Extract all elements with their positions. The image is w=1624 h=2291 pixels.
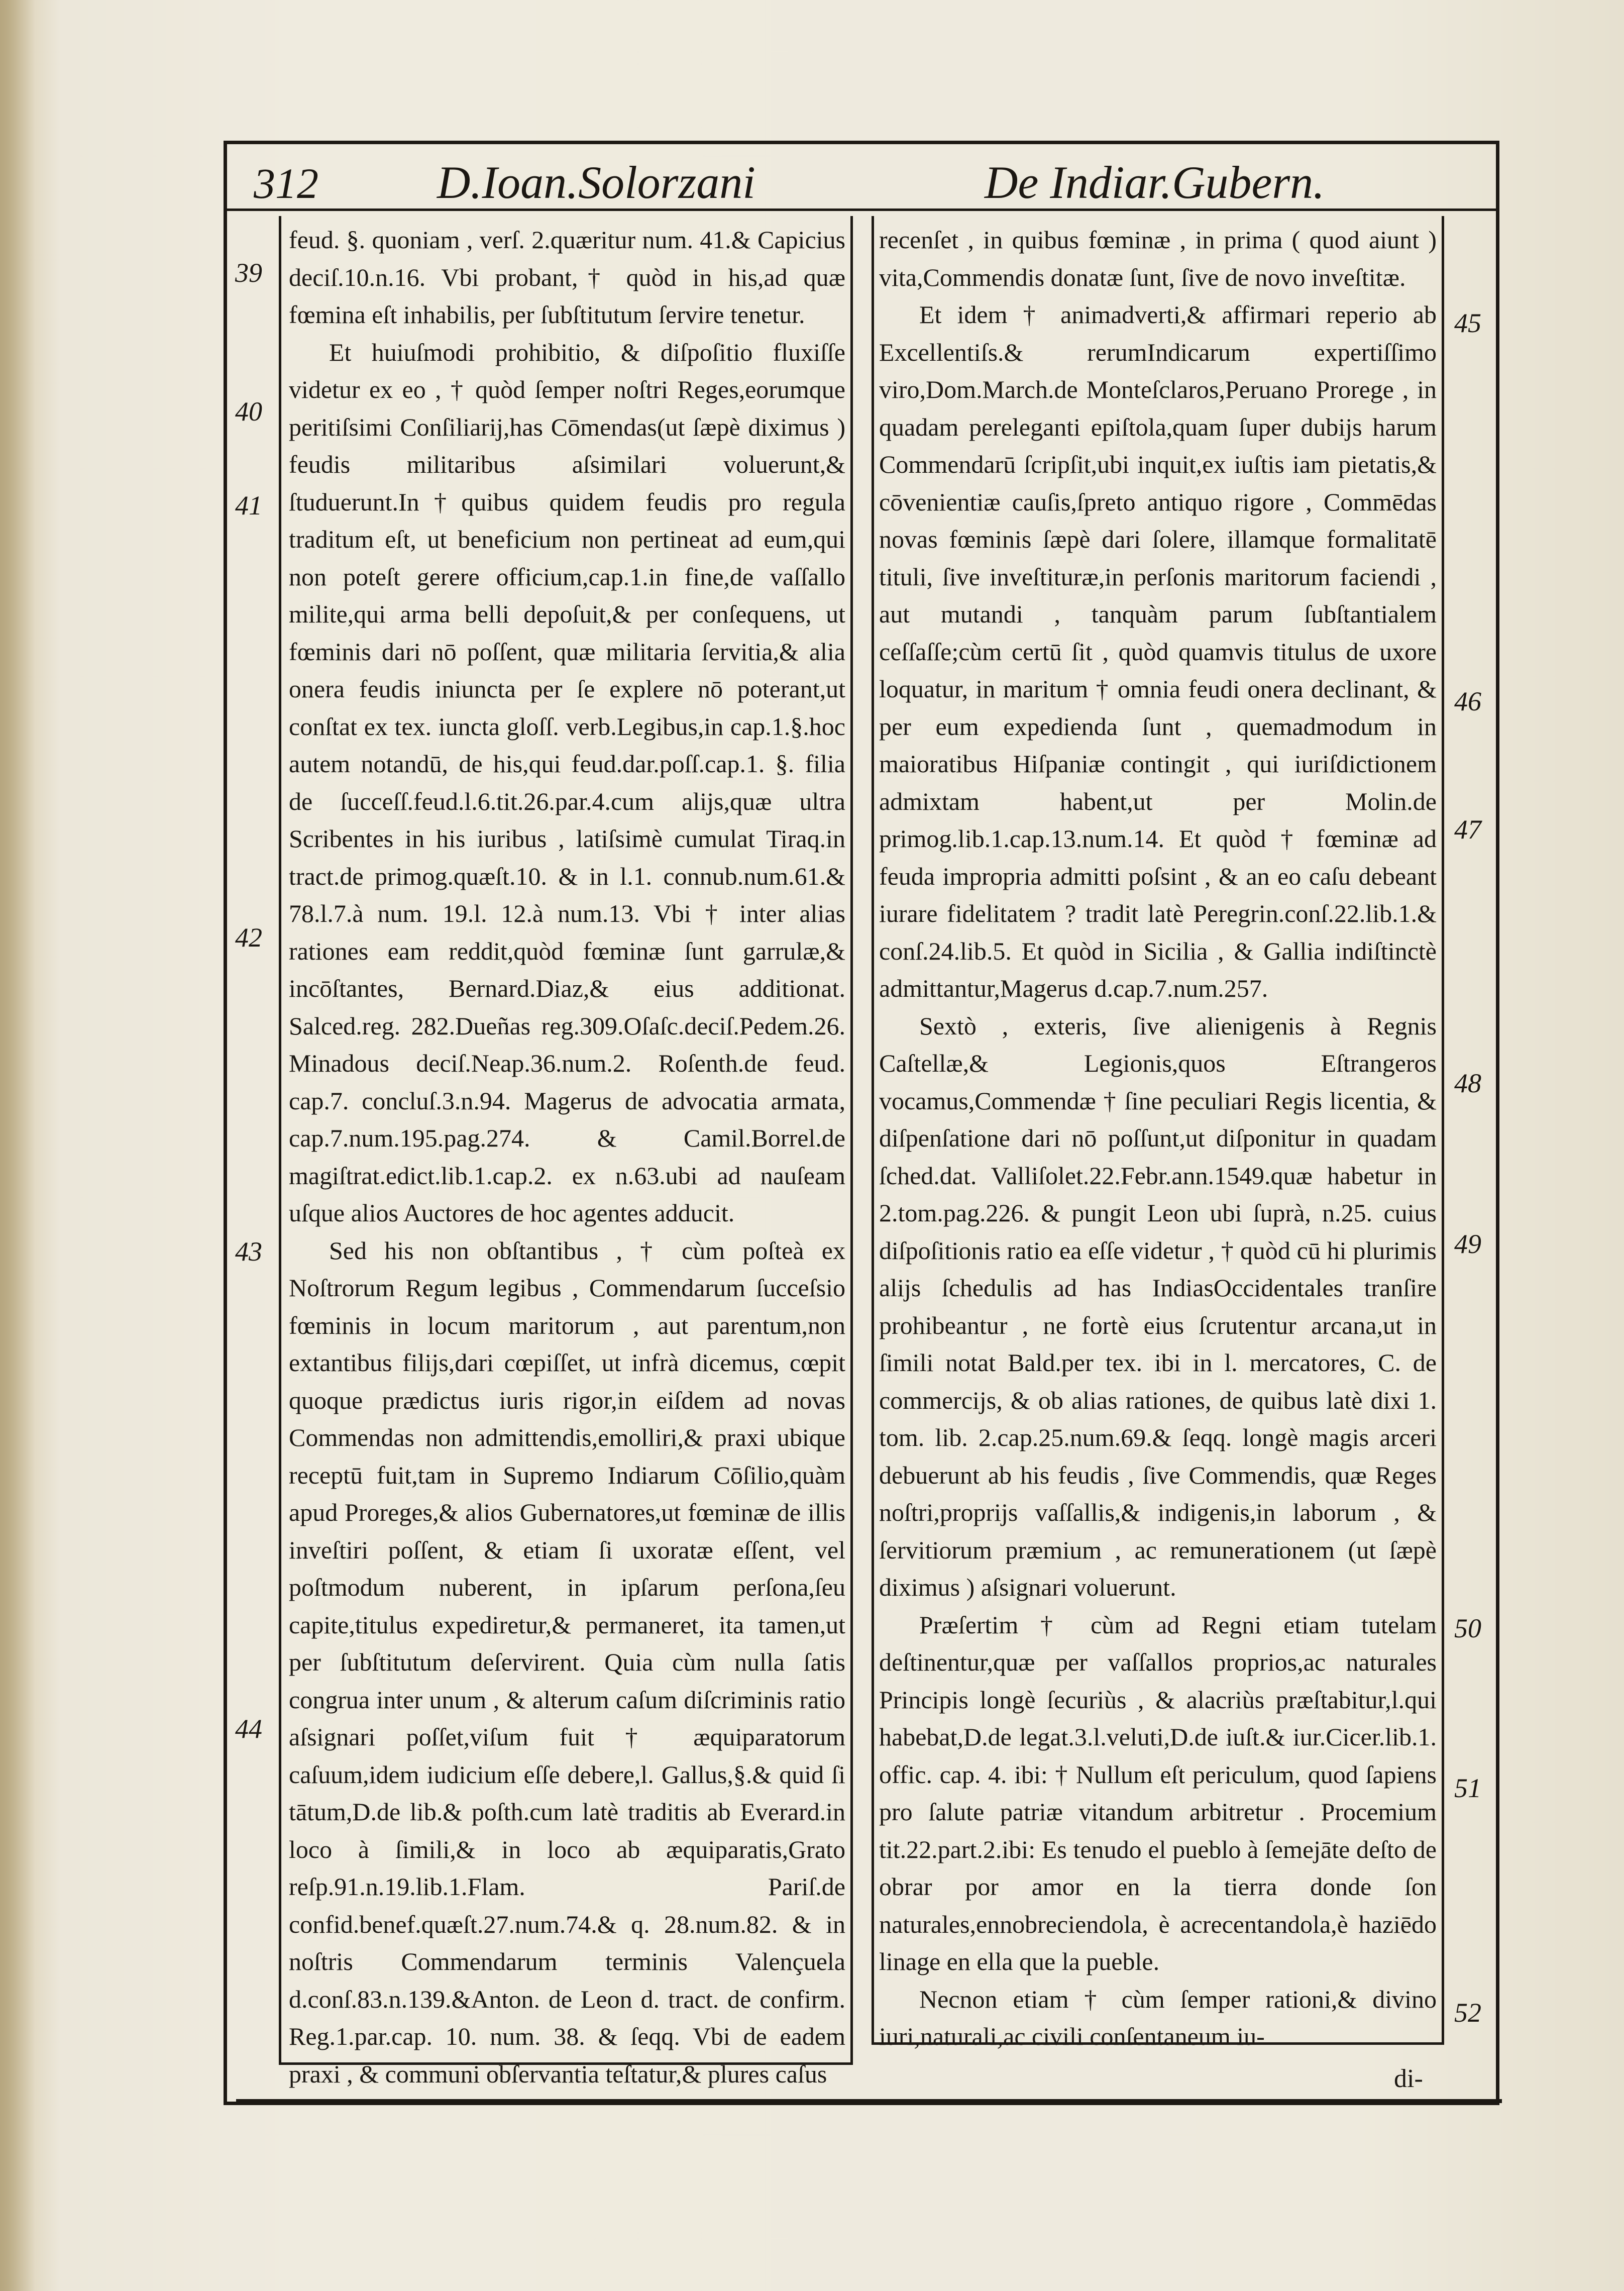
paragraph: Et idem † animadverti,& affirmari reperio ab Excellentiſs.& rerumIndicarum expertiſſimo viro,Dom.March.de Monteſclaros,Peruano Prorege , in quadam pereleganti epiſtola,quam ſuper dubijs harum Commendarū ſcripſit,ubi inquit,ex iuſtis iam pietatis,& cōvenientiæ cauſis,ſpreto antiquo rigore , Commēdas novas fœminis ſæpè dari ſolere, illamque formalitatē tituli, ſive inveſtituræ,in perſonis maritorum faciendi , aut mutandi , tanquàm parum ſubſtantialem ceſſaſſe;cùm certū ſit , quòd quamvis titulus de uxore loquatur, in maritum † omnia feudi onera declinant, & per eum expedienda ſunt , quemadmodum in maioratibus Hiſpaniæ contingit , qui iuriſdictionem admixtam habent,ut per Molin.de primog.lib.1.cap.13.num.14. Et quòd † fœminæ ad feuda impropria admitti poſsint , & an eo caſu debeant iurare fidelitatem ? tradit latè Peregrin.conſ.22.lib.1.& conſ.24.lib.5. Et quòd in Sicilia , & Gallia indiſtinctè admittantur,Magerus d.cap.7.num.257. — [879, 300, 1437, 1002]
side-number: 40 — [235, 396, 262, 427]
paragraph: feud. §. quoniam , verſ. 2.quæritur num. 41.& Capicius deciſ.10.n.16. Vbi probant,† quòd in his,ad quæ fœmina eſt inhabilis, per ſubſtitutum ſervire tenetur. — [289, 226, 845, 329]
side-number: 46 — [1454, 686, 1481, 716]
side-number: 50 — [1454, 1613, 1481, 1643]
side-number: 41 — [235, 490, 262, 520]
side-number: 51 — [1454, 1773, 1481, 1803]
side-number: 45 — [1454, 308, 1481, 338]
side-number: 43 — [235, 1236, 262, 1267]
side-number: 52 — [1454, 1998, 1481, 2028]
paragraph: Necnon etiam † cùm ſemper rationi,& divino iuri,naturali,ac civili conſentaneum iu- — [879, 1985, 1437, 2050]
paragraph: Et huiuſmodi prohibitio, & diſpoſitio fluxiſſe videtur ex eo , † quòd ſemper noſtri Reges,eorumque peritiſsimi Conſiliarij,has Cōmendas(ut ſæpè diximus ) feudis militaribus aſsimilari voluerunt,& ſtuduerunt.In†quibus quidem feudis pro regula traditum eſt, ut beneficium non pertineat ad eum,qui non poteſt gerere officium,cap.1.in fine,de vaſſallo milite,qui arma belli depoſuit,& per conſequens, ut fœminis dari nō poſſent, quæ militaria ſervitia,& alia onera feudis iniuncta per ſe explere nō poterant,ut conſtat ex tex. iuncta gloſſ. verb.Legibus,in cap.1.§.hoc autem notandū, de his,qui feud.dar.poſſ.cap.1. §. filia de ſucceſſ.feud.l.6.tit.26.par.4.cum alijs,quæ ultra Scribentes in his iuribus , latiſsimè cumulat Tiraq.in tract.de primog.quæſt.10. & in l.1. connub.num.61.& 78.l.7.à num. 19.l. 12.à num.13. Vbi † inter alias rationes eam reddit,quòd fœminæ ſunt garrulæ,& incōſtantes, Bernard.Diaz,& eius additionat. Salced.reg. 282.Dueñas reg.309.Oſaſc.deciſ.Pedem.26. Minadous deciſ.Neap.36.num.2. Roſenth.de feud. cap.7. concluſ.3.n.94. Magerus de advocatia armata, cap.7.num.195.pag.274. & Camil.Borrel.de magiſtrat.edict.lib.1.cap.2. ex n.63.ubi ad nauſeam uſque alios Auctores de hoc agentes adducit. — [289, 338, 845, 1227]
catchword: di- — [1394, 2064, 1423, 2093]
paragraph: recenſet , in quibus fœminæ , in prima ( quod aiunt ) vita,Commendis donatæ ſunt, ſive de novo inveſtitæ. — [879, 226, 1437, 291]
paragraph: Sed his non obſtantibus , † cùm poſteà ex Noſtrorum Regum legibus , Commendarum ſucceſsio fœminis in locum maritorum , aut parentum,non extantibus filijs,dari cœpiſſet, ut infrà dicemus, cœpit quoque prædictus iuris rigor,in eiſdem ad novas Commendas non admittendis,emolliri,& praxi ubique receptū fuit,tam in Supremo Indiarum Cōſilio,quàm apud Proreges,& alios Gubernatores,ut fœminæ de illis inveſtiri poſſent, & etiam ſi uxoratæ eſſent, vel poſtmodum nuberent, in ipſarum perſona,ſeu capite,titulus expediretur,& permaneret, ita tamen,ut per ſubſtitutum deſervirent. Quia cùm nulla ſatis congrua inter unum , & alterum caſum diſcriminis ratio aſsignari poſſet,viſum fuit † æquiparatorum caſuum,idem iudicium eſſe debere,l. Gallus,§.& quid ſi tātum,D.de lib.& poſth.cum latè traditis ab Everard.in loco à ſimili,& in loco ab æquiparatis,Grato reſp.91.n.19.lib.1.Flam. Pariſ.de confid.benef.quæſt.27.num.74.& q. 28.num.82. & in noſtris Commendarum terminis Valençuela d.conſ.83.n.139.&Anton. de Leon d. tract. de confirm. Reg.1.par.cap. 10. num. 38. & ſeqq. Vbi de eadem praxi , & communi obſervantia teſtatur,& plures caſus — [289, 1236, 845, 2088]
running-head-title: De Indiar.Gubern. — [985, 157, 1325, 208]
paragraph: Sextò , exteris, ſive alienigenis à Regnis Caſtellæ,& Legionis,quos Eſtrangeros vocamus,Commendæ † ſine peculiari Regis licentia, & diſpenſatione dari nō poſſunt,ut diſponitur in quadam ſched.dat. Valliſolet.22.Febr.ann.1549.quæ habetur in 2.tom.pag.226. & pungit Leon ubi ſuprà, n.25. cuius diſpoſitionis ratio ea eſſe videtur , † quòd cū hi plurimis alijs ſchedulis ad has IndiasOccidentales tranſire prohibeantur , ne fortè eius ſcrutentur arcana,ut in ſimili notat Bald.per tex. ibi in l. mercatores, C. de commercijs, & ob alias rationes, de quibus latè dixi 1. tom. lib. 2.cap.25.num.69.& ſeqq. longè magis arceri debuerunt ab his feudis , ſive Commendis, quæ Reges noſtri,proprijs vaſſallis,& indigenis,in laborum , & ſervitiorum præmium , ac remunerationem (ut ſæpè diximus ) aſsignari voluerunt. — [879, 1011, 1437, 1601]
running-head-author: D.Ioan.Solorzani — [437, 157, 755, 208]
side-number: 47 — [1454, 814, 1481, 845]
bottom-rule — [236, 2099, 1502, 2103]
page-number: 312 — [254, 159, 318, 207]
side-number: 49 — [1454, 1229, 1481, 1259]
side-number: 48 — [1454, 1068, 1481, 1098]
paragraph: Præſertim † cùm ad Regni etiam tutelam deſtinentur,quæ per vaſſallos proprios,ac naturales Principis longè ſecuriùs , & alacriùs præſtabitur,l.qui habebat,D.de legat.3.l.veluti,D.de iuſt.& iur.Cicer.lib.1. offic. cap. 4. ibi: † Nullum eſt periculum, quod ſapiens pro ſalute patriæ vitandum arbitretur . Procemium tit.22.part.2.ibi: Es tenudo el pueblo à ſemejāte deſto de obrar por amor en la tierra donde ſon naturales,ennobreciendola, è acrecentandola,è haziēdo linage en ella que la pueble. — [879, 1610, 1437, 1975]
side-number: 44 — [235, 1714, 262, 1744]
left-column-text — [289, 221, 845, 2093]
side-number: 39 — [235, 258, 262, 288]
binding-gutter — [0, 0, 35, 2291]
right-column-text — [879, 221, 1437, 2055]
side-number: 42 — [235, 922, 262, 953]
